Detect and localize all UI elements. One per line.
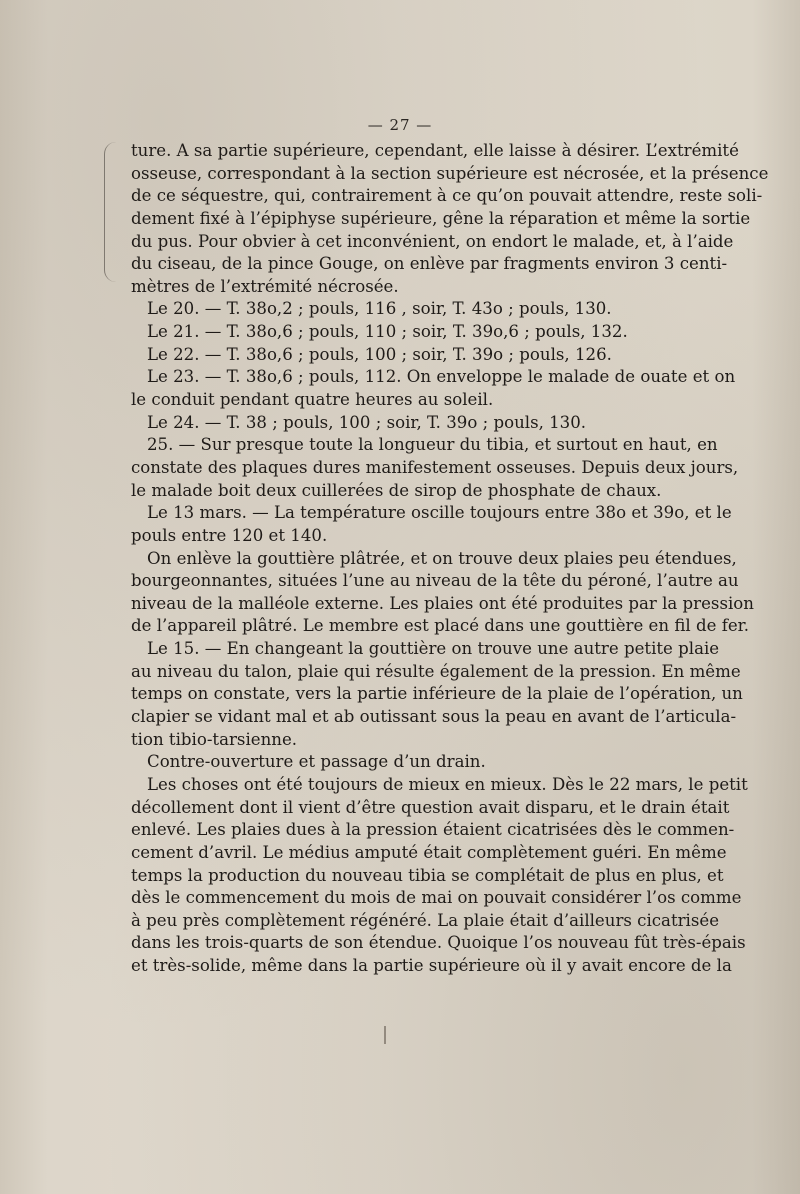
text-line: Le 22. — T. 38o,6 ; pouls, 100 ; soir, T. 39o ; pouls, 126. — [147, 344, 612, 364]
text-line: clapier se vidant mal et ab outissant sous la peau en avant de l’articula- — [131, 707, 737, 727]
text-line: temps on constate, vers la partie inférieure de la plaie de l’opération, un — [131, 684, 743, 704]
text-line: dès le commencement du mois de mai on pouvait considérer l’os comme — [131, 888, 742, 908]
text-line: Le 23. — T. 38o,6 ; pouls, 112. On enveloppe le malade de ouate et on — [147, 367, 736, 387]
text-line: osseuse, correspondant à la section supérieure est nécrosée, et la présence — [131, 163, 769, 183]
text-line: Le 20. — T. 38o,2 ; pouls, 116 , soir, T. 43o ; pouls, 130. — [147, 299, 612, 319]
text-line: le malade boit deux cuillerées de sirop de phosphate de chaux. — [131, 480, 662, 500]
text-line: Le 21. — T. 38o,6 ; pouls, 110 ; soir, T. 39o,6 ; pouls, 132. — [147, 322, 628, 342]
text-line: Le 13 mars. — La température oscille toujours entre 38o et 39o, et le — [147, 503, 732, 523]
paper-speck — [384, 1026, 386, 1044]
text-line: à peu près complètement régénéré. La plaie était d’ailleurs cicatrisée — [131, 910, 720, 930]
text-line: décollement dont il vient d’être question avait disparu, et le drain était — [131, 797, 730, 817]
text-line: du pus. Pour obvier à cet inconvénient, on endort le malade, et, à l’aide — [131, 231, 734, 251]
text-line: le conduit pendant quatre heures au soleil. — [131, 390, 494, 410]
text-line: On enlève la gouttière plâtrée, et on trouve deux plaies peu étendues, — [147, 548, 737, 568]
text-line: Contre-ouverture et passage d’un drain. — [147, 752, 486, 772]
text-line: pouls entre 120 et 140. — [131, 525, 328, 545]
text-line: Les choses ont été toujours de mieux en mieux. Dès le 22 mars, le petit — [147, 774, 748, 794]
margin-pencil-mark — [104, 142, 125, 282]
text-line: bourgeonnantes, situées l’une au niveau de la tête du péroné, l’autre au — [131, 571, 739, 591]
text-line: ture. A sa partie supérieure, cependant, elle laisse à désirer. L’extrémité — [131, 141, 739, 160]
body-text — [131, 140, 769, 978]
text-line: niveau de la malléole externe. Les plaies ont été produites par la pression — [131, 593, 754, 613]
text-line: temps la production du nouveau tibia se complétait de plus en plus, et — [131, 865, 724, 885]
text-line: du ciseau, de la pince Gouge, on enlève par fragments environ 3 centi- — [131, 254, 728, 274]
text-line: tion tibio-tarsienne. — [131, 729, 298, 749]
text-line: Le 24. — T. 38 ; pouls, 100 ; soir, T. 39o ; pouls, 130. — [147, 412, 587, 432]
text-line: 25. — Sur presque toute la longueur du tibia, et surtout en haut, en — [147, 435, 718, 455]
text-line: dans les trois-quarts de son étendue. Quoique l’os nouveau fût très-épais — [131, 933, 746, 953]
text-line: et très-solide, même dans la partie supérieure où il y avait encore de la — [131, 956, 732, 976]
text-line: enlevé. Les plaies dues à la pression étaient cicatrisées dès le commen- — [131, 820, 735, 840]
text-line: cement d’avril. Le médius amputé était complètement guéri. En même — [131, 842, 727, 862]
text-line: dement fixé à l’épiphyse supérieure, gêne la réparation et même la sortie — [131, 208, 751, 228]
text-line: Le 15. — En changeant la gouttière on trouve une autre petite plaie — [147, 639, 720, 659]
text-line: au niveau du talon, plaie qui résulte également de la pression. En même — [131, 661, 741, 681]
page-number: — 27 — — [367, 116, 433, 134]
text-line: constate des plaques dures manifestement osseuses. Depuis deux jours, — [131, 457, 739, 477]
text-line: mètres de l’extrémité nécrosée. — [131, 276, 399, 296]
text-line: de l’appareil plâtré. Le membre est placé dans une gouttière en fil de fer. — [131, 616, 750, 636]
text-line: de ce séquestre, qui, contrairement à ce qu’on pouvait attendre, reste soli- — [131, 186, 763, 206]
